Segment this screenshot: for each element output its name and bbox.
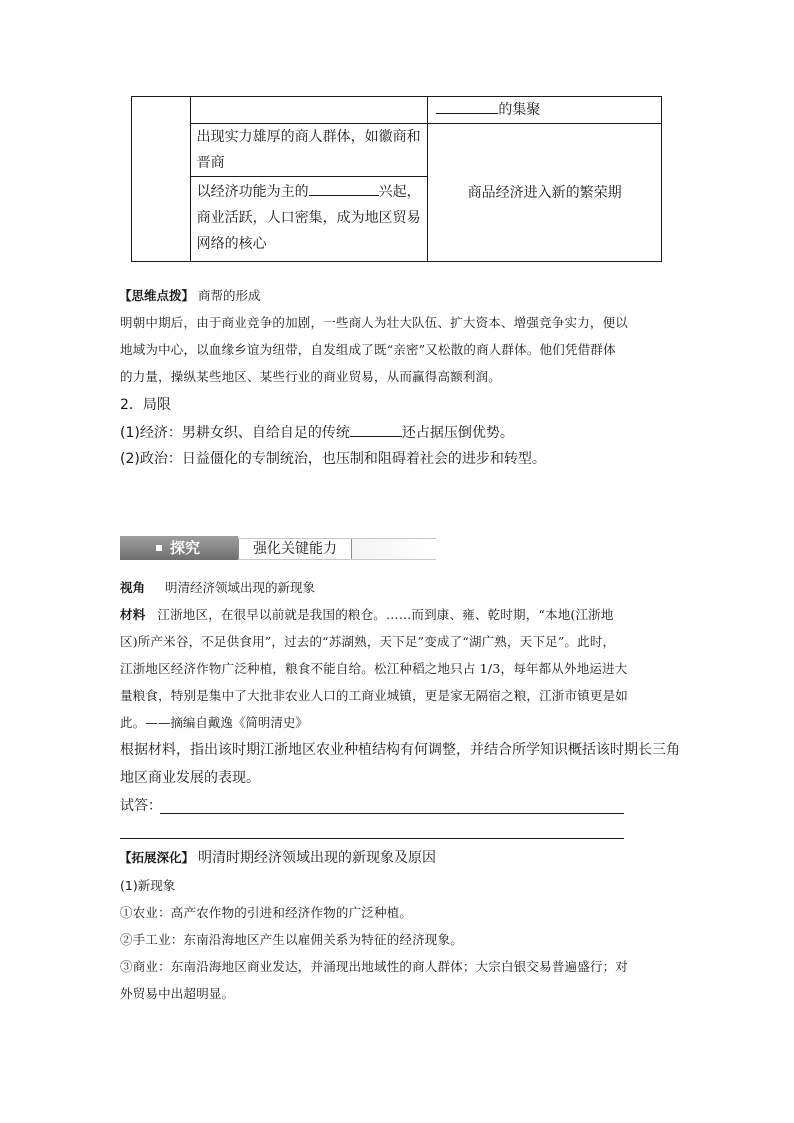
question-line: 根据材料，指出该时期江浙地区农业种植结构有何调整，并结合所学知识概括该时期长三角 xyxy=(120,742,680,758)
material-line xyxy=(120,605,614,625)
material-text: 江浙地区，在很早以前就是我国的粮仓。……而到康、雍、乾时期，“本地(江浙地 xyxy=(157,607,614,622)
limits-economy-text: (1)经济：男耕女织、自给自足的传统 xyxy=(120,425,350,441)
table-cell xyxy=(190,177,428,262)
table-cell-merged xyxy=(428,124,662,262)
siwei-heading xyxy=(119,286,261,306)
table-cell-empty xyxy=(190,97,428,124)
material-label: 材料 xyxy=(120,607,146,622)
fill-blank xyxy=(350,422,402,437)
angle-label: 视角 xyxy=(120,580,146,595)
tuozhan-sub: (1)新现象 xyxy=(120,878,176,893)
tuozhan-item: ③商业：东南沿海地区商业发达，并涌现出地域性的商人群体；大宗白银交易普遍盛行；对 xyxy=(120,959,629,974)
cell-text: 的集聚 xyxy=(498,102,541,118)
siwei-tag: 【思维点拨】 xyxy=(119,288,195,303)
material-text: 此。 xyxy=(120,715,146,730)
tuozhan-title: 明清时期经济领域出现的新现象及原因 xyxy=(198,850,437,866)
tuozhan-item: 外贸易中出超明显。 xyxy=(120,986,235,1001)
limits-economy-text: 还占据压倒优势。 xyxy=(401,425,514,441)
limits-economy xyxy=(120,422,514,443)
siwei-line: 明朝中期后，由于商业竞争的加剧，一些商人为壮大队伍、扩大资本、增强竞争实力，便以 xyxy=(120,315,629,330)
summary-table xyxy=(131,96,662,262)
fill-blank xyxy=(436,99,498,114)
cell-text: 兴起， xyxy=(378,184,421,200)
answer-blank-line[interactable] xyxy=(120,838,624,839)
cell-text: 出现实力雄厚的商人群体，如徽商和 xyxy=(196,129,421,145)
banner-dark xyxy=(120,536,238,560)
material-line: 量粮食，特别是集中了大批非农业人口的工商业城镇，更是家无隔宿之粮，江浙市镇更是如 xyxy=(120,688,629,703)
cell-text: 商品经济进入新的繁荣期 xyxy=(467,184,622,201)
cell-text: 以经济功能为主的 xyxy=(196,184,309,200)
material-source: ——摘编自戴逸《简明清史》 xyxy=(145,715,308,730)
material-line: 江浙地区经济作物广泛种植，粮食不能自给。松江种稻之地只占 1/3，每年都从外地运进大 xyxy=(120,661,628,676)
tuozhan-heading xyxy=(119,848,436,868)
material-line: 区)所产米谷，不足供食用”，过去的“苏湖熟，天下足”变成了“湖广熟，天下足”。此时， xyxy=(120,634,616,649)
angle-title: 明清经济领域出现的新现象 xyxy=(165,580,316,595)
answer-label: 试答： xyxy=(120,798,162,814)
siwei-line: 的力量，操纵某些地区、某些行业的商业贸易，从而赢得高额利润。 xyxy=(120,369,502,384)
tuozhan-tag: 【拓展深化】 xyxy=(119,850,195,865)
table-cell xyxy=(190,124,428,177)
table-cell xyxy=(428,97,662,124)
material-line xyxy=(120,713,308,733)
square-icon xyxy=(156,545,162,551)
question-line: 地区商业发展的表现。 xyxy=(120,770,260,786)
table-cell-empty xyxy=(132,97,191,262)
siwei-title: 商帮的形成 xyxy=(198,288,261,303)
angle-heading xyxy=(120,578,315,598)
cell-text: 商业活跃，人口密集，成为地区贸易 xyxy=(196,210,421,226)
siwei-line: 地域为中心，以血缘乡谊为纽带，自发组成了既“亲密”又松散的商人群体。他们凭借群体 xyxy=(120,342,616,357)
banner-light-label: 强化关键能力 xyxy=(238,539,352,559)
cell-text: 晋商 xyxy=(196,155,225,171)
answer-blank-line[interactable] xyxy=(160,813,624,814)
tuozhan-item: ②手工业：东南沿海地区产生以雇佣关系为特征的经济现象。 xyxy=(120,932,463,947)
cell-text: 网络的核心 xyxy=(196,236,267,252)
limits-politics: (2)政治：日益僵化的专制统治，也压制和阻碍着社会的进步和转型。 xyxy=(120,451,546,467)
fill-blank xyxy=(309,181,379,196)
limits-heading: 2．局限 xyxy=(120,397,171,413)
banner-light xyxy=(238,538,436,560)
section-banner xyxy=(120,536,436,560)
banner-dark-label: 探究 xyxy=(170,539,201,557)
tuozhan-item: ①农业：高产农作物的引进和经济作物的广泛种植。 xyxy=(120,905,413,920)
